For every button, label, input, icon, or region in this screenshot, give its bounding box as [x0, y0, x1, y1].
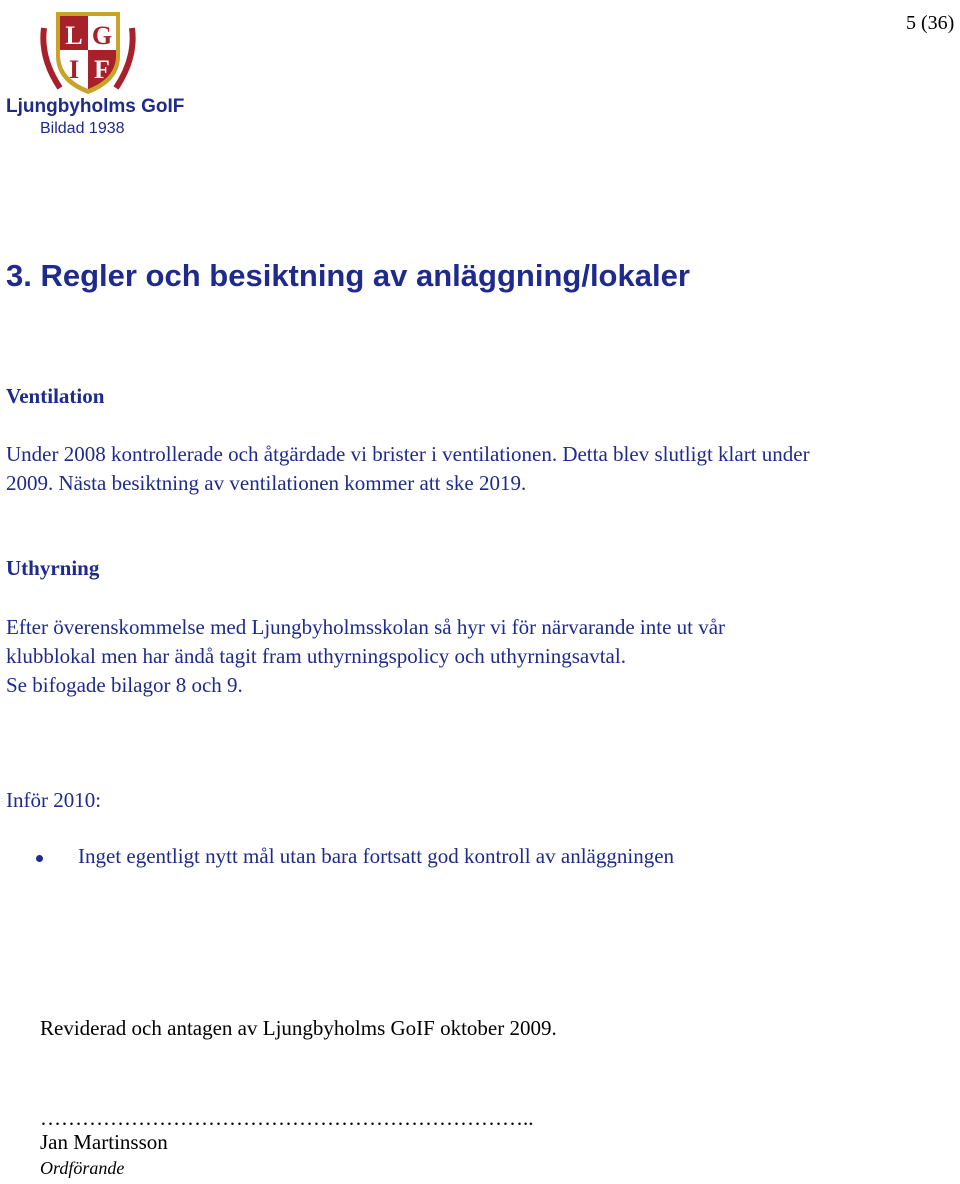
plans-label-text: Inför 2010: [6, 788, 102, 812]
bullet-icon [36, 855, 43, 862]
plans-label [6, 786, 946, 815]
logo-letter-g: G [91, 21, 113, 50]
paragraph-line: Under 2008 kontrollerade och åtgärdade vi brister i ventilationen. Detta blev slutligt klart under [6, 442, 810, 466]
logo-letter-f: F [94, 55, 110, 84]
paragraph-line: klubblokal men har ändå tagit fram uthyrningspolicy och uthyrningsavtal. [6, 644, 626, 668]
subheading-ventilation: Ventilation [6, 384, 105, 408]
paragraph-line: Se bifogade bilagor 8 och 9. [6, 673, 243, 697]
paragraph-line: 2009. Nästa besiktning av ventilationen kommer att ske 2019. [6, 471, 527, 495]
paragraph-line: Efter överenskommelse med Ljungbyholmsskolan så hyr vi för närvarande inte ut vår [6, 615, 726, 639]
paragraph-uthyrning [6, 613, 946, 700]
club-crest-icon [38, 8, 138, 98]
bullet-text: Inget egentligt nytt mål utan bara fortsatt god kontroll av anläggningen [78, 844, 675, 868]
subheading-uthyrning: Uthyrning [6, 556, 100, 580]
signer-title: Ordförande [40, 1158, 125, 1178]
logo-letter-l: L [65, 21, 83, 50]
signature-line: …………………………………………………………….. [40, 1106, 534, 1130]
founded-year: Bildad 1938 [40, 120, 125, 137]
club-name: Ljungbyholms GoIF [6, 96, 185, 117]
club-logo [38, 8, 138, 98]
revision-note: Reviderad och antagen av Ljungbyholms GoIF oktober 2009. [40, 1016, 557, 1040]
paragraph-ventilation [6, 440, 946, 498]
section-heading: 3. Regler och besiktning av anläggning/lokaler [6, 258, 690, 293]
signer-name: Jan Martinsson [40, 1130, 168, 1154]
page-number: 5 (36) [906, 12, 955, 34]
logo-letter-i: I [68, 55, 80, 84]
